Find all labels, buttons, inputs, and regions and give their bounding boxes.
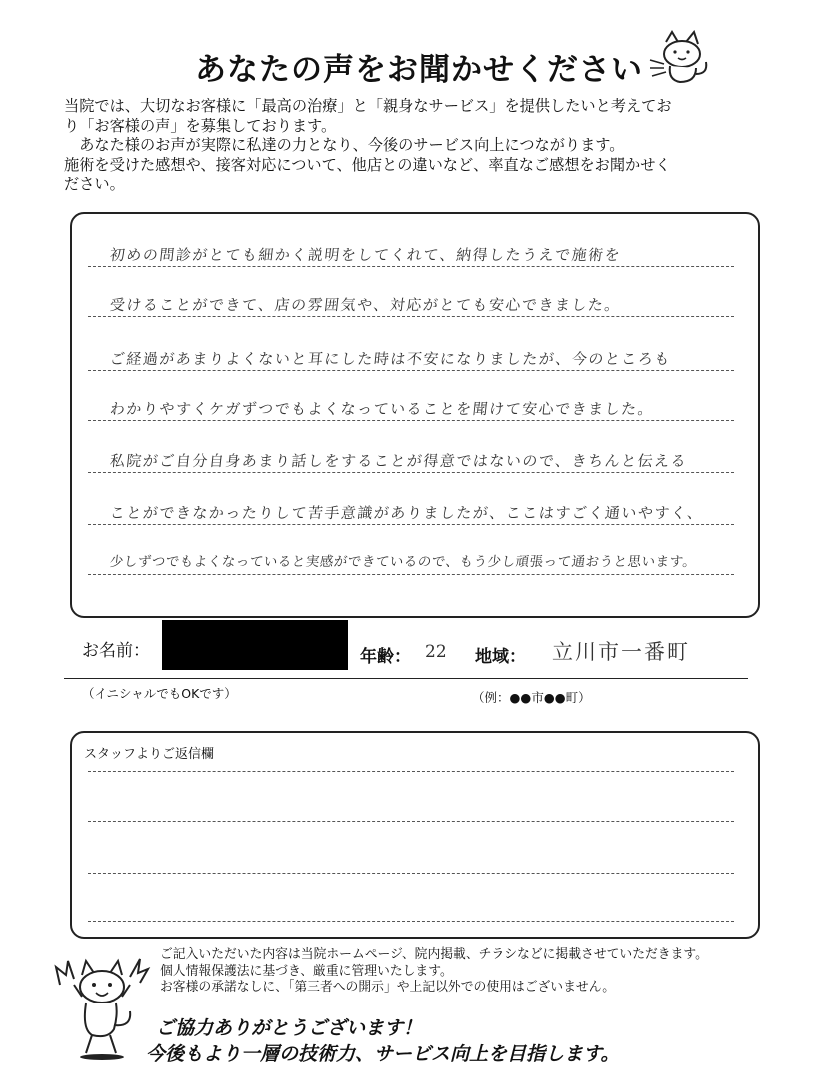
name-label: お名前： <box>82 641 150 661</box>
writing-line <box>88 921 734 922</box>
cat-mascot-icon <box>52 955 152 1063</box>
writing-line <box>88 524 734 525</box>
writing-line <box>88 574 734 575</box>
review-handwriting-line: わかりやすくケガずつでもよくなっていることを聞けて安心できました。 <box>109 400 656 418</box>
writing-line <box>88 771 734 772</box>
writing-line <box>88 266 734 267</box>
intro-line: あなた様のお声が実際に私達の力となり、今後のサービス向上につながります。 <box>64 136 625 154</box>
page-title: あなたの声をお聞かせください <box>195 52 643 88</box>
intro-line: り「お客様の声」を募集しております。 <box>64 116 337 135</box>
intro-line: ださい。 <box>64 175 125 193</box>
region-note: （例：●●市●●町） <box>472 690 591 705</box>
cat-mascot-icon <box>646 30 714 86</box>
intro-text <box>64 97 764 195</box>
reply-box <box>70 731 760 939</box>
review-handwriting-line: 初めの問診がとても細かく説明をしてくれて、納得したうえで施術を <box>109 246 623 264</box>
redacted-name <box>162 620 348 670</box>
review-handwriting-line: ご経過があまりよくないと耳にした時は不安になりましたが、今のところも <box>109 350 672 368</box>
footer-note: お客様の承諾なしに、「第三者への開示」や上記以外での使用はございません。 <box>160 980 616 996</box>
writing-line <box>88 821 734 822</box>
region-value: 立川市一番町 <box>552 640 690 664</box>
age-label: 年齢： <box>360 647 411 667</box>
review-handwriting-line: ことができなかったりして苦手意識がありましたが、ここはすごく通いやすく、 <box>109 504 705 522</box>
writing-line <box>88 420 734 421</box>
form-underline <box>64 678 748 679</box>
name-note: （イニシャルでもOKです） <box>82 686 237 701</box>
writing-line <box>88 873 734 874</box>
footer-notes <box>160 947 708 997</box>
mission-message: 今後もより一層の技術力、サービス向上を目指します。 <box>146 1043 620 1065</box>
footer-note: 個人情報保護法に基づき、厳重に管理いたします。 <box>160 963 453 979</box>
footer-note: ご記入いただいた内容は当院ホームページ、院内掲載、チラシなどに掲載させていただきます。 <box>160 947 708 962</box>
review-handwriting-line: 受けることができて、店の雰囲気や、対応がとても安心できました。 <box>109 296 622 314</box>
thanks-message: ご協力ありがとうございます！ <box>156 1017 423 1039</box>
review-handwriting-line: 少しずつでもよくなっていると実感ができているので、もう少し頑張って通おうと思います。 <box>108 554 698 570</box>
reply-label: スタッフよりご返信欄 <box>84 747 215 762</box>
review-box <box>70 212 760 618</box>
writing-line <box>88 472 734 473</box>
intro-line: 施術を受けた感想や、接客対応について、他店との違いなど、率直なご感想をお聞かせく <box>64 155 671 174</box>
writing-line <box>88 370 734 371</box>
region-label: 地域： <box>475 647 526 667</box>
review-handwriting-line: 私院がご自分自身あまり話しをすることが得意ではないので、きちんと伝える <box>109 452 689 470</box>
writing-line <box>88 316 734 317</box>
age-value: 22 <box>425 642 447 662</box>
intro-line: 当院では、大切なお客様に「最高の治療」と「親身なサービス」を提供したいと考えてお <box>64 97 672 115</box>
